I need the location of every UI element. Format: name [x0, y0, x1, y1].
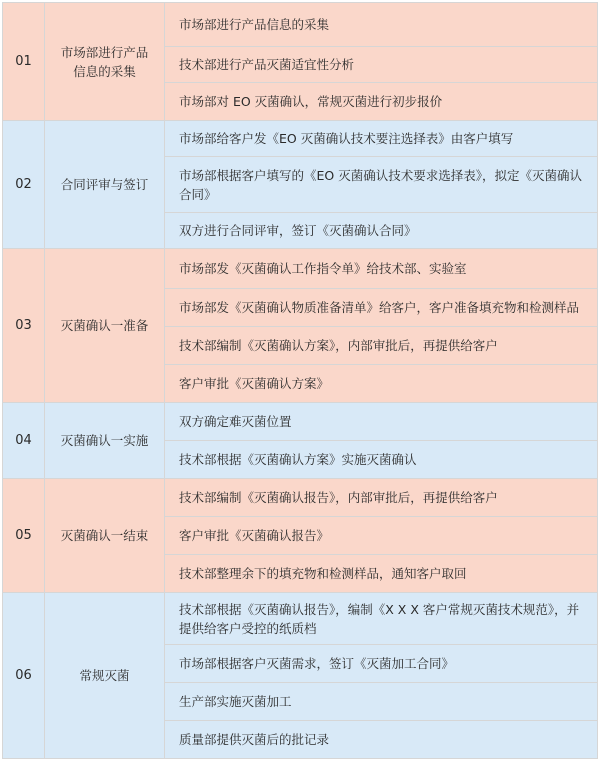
phase-label: 灭菌确认一结束 — [45, 479, 165, 593]
step-text: 生产部实施灭菌加工 — [165, 683, 598, 721]
step-text: 技术部根据《灭菌确认报告》，编制《X X X 客户常规灭菌技术规范》，并提供给客户受控的纸质档 — [165, 593, 598, 645]
table-row — [3, 593, 598, 645]
step-number: 01 — [3, 3, 45, 121]
step-number: 03 — [3, 249, 45, 403]
step-number: 02 — [3, 121, 45, 249]
step-number: 06 — [3, 593, 45, 759]
phase-label: 市场部进行产品信息的采集 — [45, 3, 165, 121]
step-text: 质量部提供灭菌后的批记录 — [165, 721, 598, 759]
step-number: 05 — [3, 479, 45, 593]
table-row — [3, 403, 598, 441]
step-text: 客户审批《灭菌确认报告》 — [165, 517, 598, 555]
step-text: 市场部发《灭菌确认物质准备清单》给客户，客户准备填充物和检测样品 — [165, 289, 598, 327]
step-text: 市场部对 EO 灭菌确认，常规灭菌进行初步报价 — [165, 83, 598, 121]
process-table — [2, 2, 598, 759]
step-text: 双方进行合同评审，签订《灭菌确认合同》 — [165, 213, 598, 249]
phase-label: 合同评审与签订 — [45, 121, 165, 249]
step-text: 技术部编制《灭菌确认方案》，内部审批后，再提供给客户 — [165, 327, 598, 365]
step-text: 技术部根据《灭菌确认方案》实施灭菌确认 — [165, 441, 598, 479]
step-text: 市场部发《灭菌确认工作指令单》给技术部、实验室 — [165, 249, 598, 289]
table-row — [3, 249, 598, 289]
step-text: 市场部进行产品信息的采集 — [165, 3, 598, 47]
table-row — [3, 3, 598, 47]
table-row — [3, 479, 598, 517]
step-text: 市场部根据客户填写的《EO 灭菌确认技术要求选择表》，拟定《灭菌确认合同》 — [165, 157, 598, 213]
table-row — [3, 121, 598, 157]
phase-label: 灭菌确认一实施 — [45, 403, 165, 479]
step-text: 技术部整理余下的填充物和检测样品，通知客户取回 — [165, 555, 598, 593]
phase-label: 常规灭菌 — [45, 593, 165, 759]
step-text: 技术部进行产品灭菌适宜性分析 — [165, 47, 598, 83]
phase-label: 灭菌确认一准备 — [45, 249, 165, 403]
step-number: 04 — [3, 403, 45, 479]
step-text: 双方确定难灭菌位置 — [165, 403, 598, 441]
step-text: 市场部给客户发《EO 灭菌确认技术要注选择表》由客户填写 — [165, 121, 598, 157]
step-text: 客户审批《灭菌确认方案》 — [165, 365, 598, 403]
step-text: 技术部编制《灭菌确认报告》，内部审批后，再提供给客户 — [165, 479, 598, 517]
step-text: 市场部根据客户灭菌需求，签订《灭菌加工合同》 — [165, 645, 598, 683]
